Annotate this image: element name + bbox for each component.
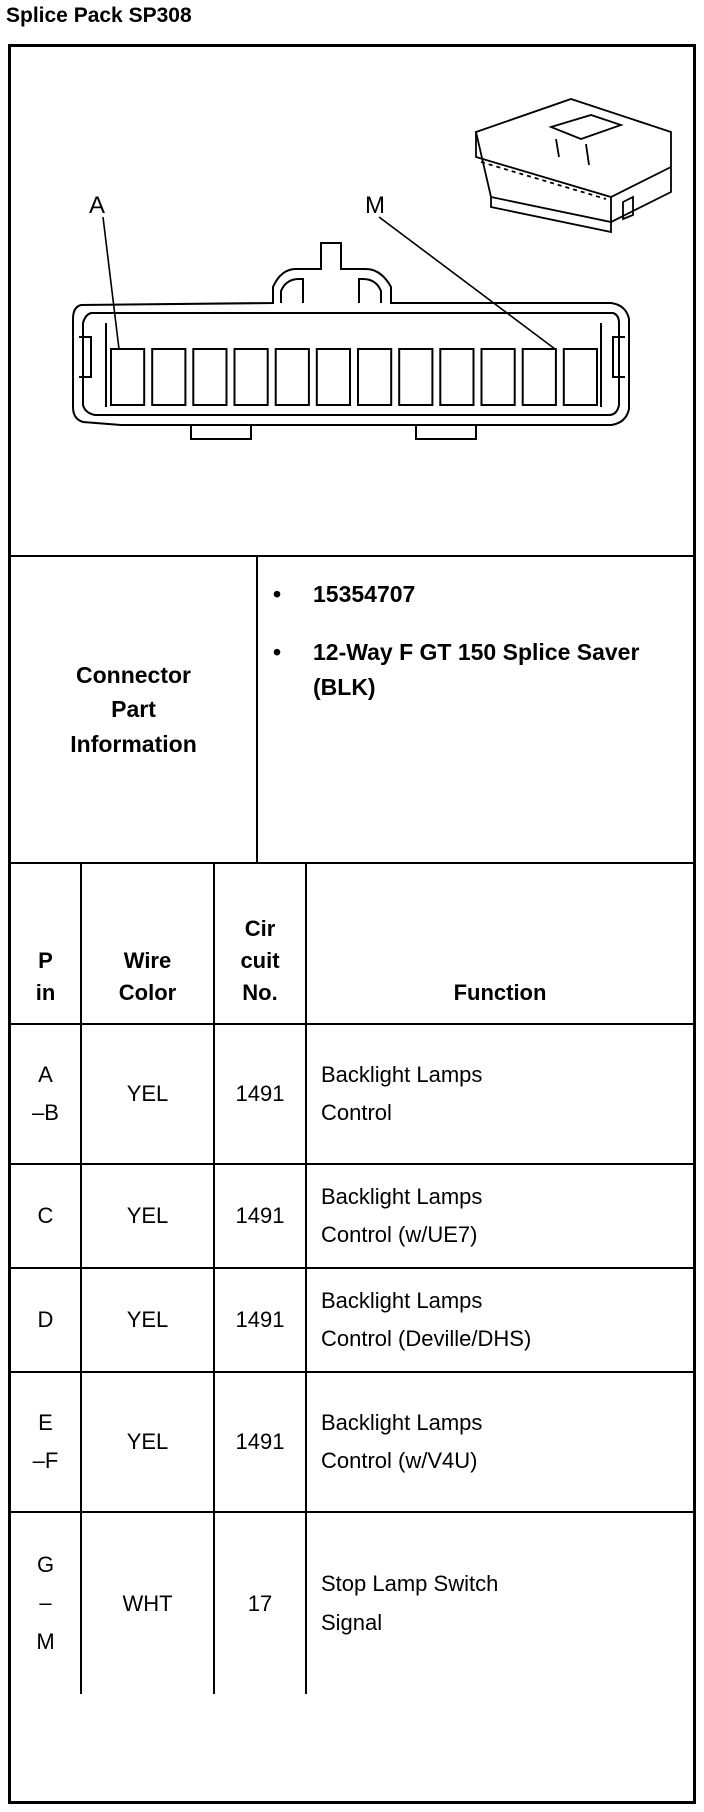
function-cell [306,1268,693,1372]
header-line: No. [242,980,278,1006]
connector-info-label-line: Information [70,730,197,757]
function-cell [306,1024,693,1164]
cavity [152,349,185,405]
wire-color-column-header [81,864,214,1024]
function-cell [306,1512,693,1694]
cavity [440,349,473,405]
circuit-cell: 1491 [214,1024,306,1164]
circuit-column-header [214,864,306,1024]
cavity [564,349,597,405]
connector-3d-icon [476,99,671,232]
circuit-cell: 1491 [214,1372,306,1512]
connector-part-info [11,557,693,864]
header-line: P [38,948,53,974]
pin-line: – [39,1590,52,1616]
pin-cell [11,1268,81,1372]
cavity [523,349,556,405]
pin-column-header [11,864,81,1024]
header-line: in [35,980,56,1006]
table-row [11,1268,693,1372]
table-row [11,1372,693,1512]
cavity-label-m: M [365,192,385,219]
pin-line: –F [32,1448,59,1473]
function-line: Backlight Lamps [321,1287,483,1313]
wire-color-cell: YEL [81,1372,214,1512]
pointer-line-m [379,217,555,349]
connector-card [8,44,696,1804]
connector-description: 12-Way F GT 150 Splice Saver (BLK) [313,638,640,701]
part-number-item [273,577,683,613]
function-line: Control (w/V4U) [321,1448,478,1473]
function-line: Stop Lamp Switch [321,1571,499,1596]
pin-line: A [38,1061,53,1087]
function-cell [306,1164,693,1268]
header-line: Wire [123,948,172,974]
circuit-cell: 17 [214,1512,306,1694]
cavity [111,349,144,405]
function-line: Control (w/UE7) [321,1222,478,1247]
circuit-cell: 1491 [214,1164,306,1268]
part-number: 15354707 [313,581,416,607]
connector-info-label-line: Connector [76,661,191,688]
header-line: cuit [240,948,280,974]
function-line: Backlight Lamps [321,1061,483,1087]
pin-cell [11,1024,81,1164]
pin-line: C [37,1202,54,1228]
table-row [11,1164,693,1268]
cavity [193,349,226,405]
function-cell [306,1372,693,1512]
connector-info-label-line: Part [111,696,156,723]
pin-line: D [37,1306,54,1332]
connector-info-label [11,557,258,862]
connector-type-item [273,635,683,706]
circuit-cell: 1491 [214,1268,306,1372]
page-title: Splice Pack SP308 [6,4,192,27]
cavity [235,349,268,405]
pin-line: M [36,1628,55,1654]
function-line: Backlight Lamps [321,1183,483,1209]
wire-color-cell: WHT [81,1512,214,1694]
bullet-icon: • [273,638,282,665]
connector-face-drawing [11,47,693,555]
table-row [11,1512,693,1694]
pin-line: G [36,1551,55,1577]
function-line: Control [321,1100,392,1125]
connector-cavities [111,349,597,405]
pin-line: –B [32,1100,59,1125]
connector-diagram [11,47,693,557]
cavity-label-a: A [89,192,106,219]
function-column-header: Function [306,864,693,1024]
function-line: Control (Deville/DHS) [321,1326,532,1351]
header-line: Color [118,980,177,1006]
cavity [317,349,350,405]
header-line: Cir [244,916,276,942]
pin-cell [11,1372,81,1512]
pin-cell [11,1164,81,1268]
pin-cell [11,1512,81,1694]
cavity [482,349,515,405]
pin-line: E [38,1409,53,1435]
pinout-table [11,864,693,1694]
wire-color-cell: YEL [81,1164,214,1268]
function-line: Signal [321,1609,383,1635]
wire-color-cell: YEL [81,1268,214,1372]
function-line: Backlight Lamps [321,1409,483,1435]
table-row [11,1024,693,1164]
wire-color-cell: YEL [81,1024,214,1164]
cavity [276,349,309,405]
cavity [358,349,391,405]
bullet-icon: • [273,581,282,607]
table-header-row [11,864,693,1024]
connector-info-values [273,577,683,728]
cavity [399,349,432,405]
